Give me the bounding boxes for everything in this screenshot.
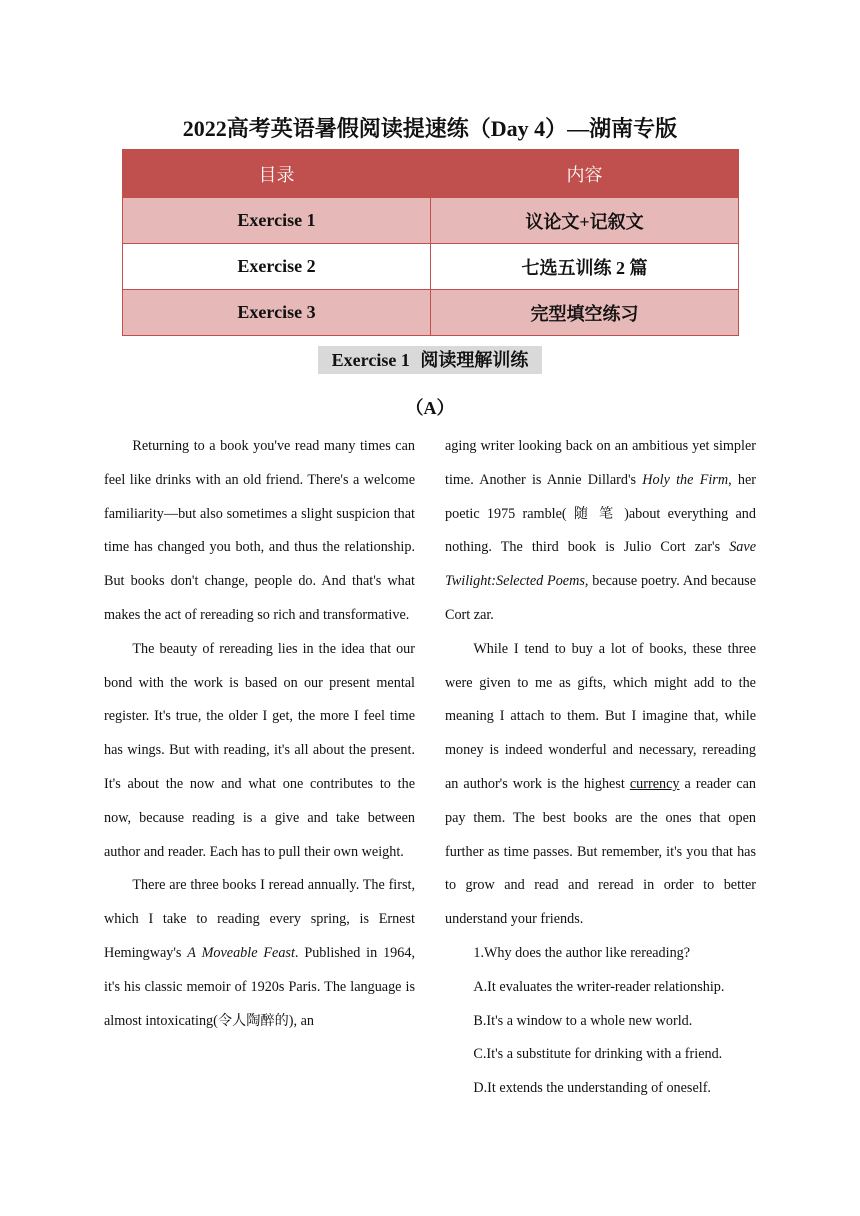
book-title: Holy the Firm xyxy=(642,471,729,488)
question-stem: 1.Why does the author like rereading? xyxy=(473,944,691,961)
paragraph-1: Returning to a book you've read many times can feel like drinks with an old friend. There's a welcome familiarity—but also sometimes a slight suspicion that time has changed you both, and thus the relationship. But books don't change, people do. And that's what makes the act of rereading so rich and transformative. xyxy=(104,438,415,623)
paragraph-4 xyxy=(445,633,756,937)
paragraph-3-text: , because poetry. And because Cort zar. xyxy=(445,573,756,623)
answer-option-c: C.It's a substitute for drinking with a friend. xyxy=(473,1046,723,1063)
table-row xyxy=(123,198,739,244)
table-cell-exercise: Exercise 1 xyxy=(123,198,431,244)
paragraph-3-continued xyxy=(445,430,756,633)
book-title: A Moveable Feast xyxy=(187,944,295,961)
paragraph-3-text: , her poetic 1975 ramble( 随 笔 )about everything and nothing. The third book is Julio Cort zar's xyxy=(445,471,756,556)
passage-column-right xyxy=(445,430,756,1106)
paragraph-2: The beauty of rereading lies in the idea that our bond with the work is based on our present mental register. It's true, the older I get, the more I feel time has wings. But with reading, it's all about the present. It's about the now and what one contributes to the now, because reading is a give and take between author and reader. Each has to pull their own weight. xyxy=(104,640,415,860)
answer-option-b: B.It's a window to a whole new world. xyxy=(473,1012,693,1029)
table-cell-content: 七选五训练 2 篇 xyxy=(431,244,739,290)
table-header-row xyxy=(123,150,739,198)
table-header-cell: 内容 xyxy=(431,150,739,198)
table-cell-exercise: Exercise 3 xyxy=(123,290,431,336)
section-heading-exercise: Exercise 1 xyxy=(331,350,410,370)
paragraph-3-text: There are three books I reread annually. The first, which I take to reading every spring, is Ernest Hemingway's xyxy=(104,877,415,961)
paragraph-3-text: aging writer looking back on an ambitious yet simpler time. Another is Annie Dillard's xyxy=(445,438,756,488)
passage-label: （A） xyxy=(405,398,455,418)
document-title: 2022高考英语暑假阅读提速练（Day 4）—湖南专版 xyxy=(182,116,678,141)
table-cell-content: 完型填空练习 xyxy=(431,290,739,336)
underlined-word: currency xyxy=(629,775,680,792)
paragraph-3-text: . Published in 1964, it's his classic memoir of 1920s Paris. The language is almost intoxicating(令人陶醉的), an xyxy=(104,944,415,1029)
paragraph-3 xyxy=(104,869,415,1038)
answer-option-d: D.It extends the understanding of oneself. xyxy=(473,1080,711,1097)
table-row xyxy=(123,290,739,336)
contents-table xyxy=(122,149,739,336)
table-cell-content: 议论文+记叙文 xyxy=(431,198,739,244)
table-row xyxy=(123,244,739,290)
answer-option-a: A.It evaluates the writer-reader relationship. xyxy=(473,978,725,995)
table-cell-exercise: Exercise 2 xyxy=(123,244,431,290)
paragraph-4-text: a reader can pay them. The best books are the ones that open further as time passes. But remember, it's you that has to grow and read and reread in order to better understand your friends. xyxy=(445,775,757,928)
paragraph-4-text: While I tend to buy a lot of books, these three were given to me as gifts, which might add to the meaning I attach to them. But I imagine that, while money is indeed wonderful and necessary, rereading an author's work is the highest xyxy=(445,640,756,792)
table-header-cell: 目录 xyxy=(123,150,431,198)
section-heading-topic: 阅读理解训练 xyxy=(420,350,529,370)
section-heading xyxy=(318,346,542,374)
passage-column-left xyxy=(104,430,415,1038)
book-title: Save Twilight:Selected Poems xyxy=(445,539,756,590)
